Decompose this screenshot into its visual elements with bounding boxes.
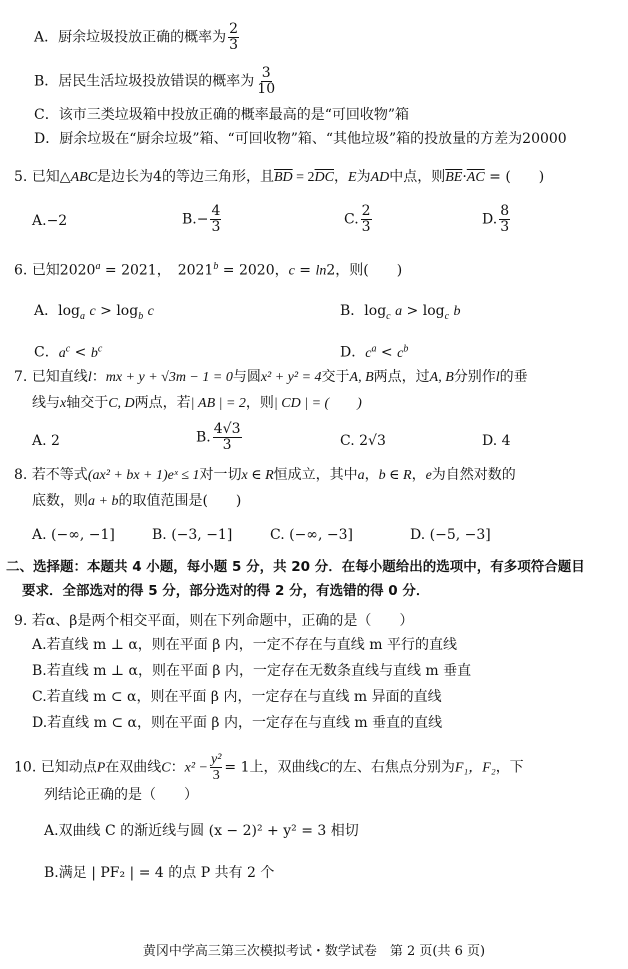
option-label: B. (182, 211, 197, 228)
q8-text: 对一切 (199, 467, 242, 483)
q5-vector: $\overline{AC}$ (466, 170, 485, 185)
frac-denominator: 3 (361, 219, 371, 235)
q7-option-b (196, 422, 244, 453)
q6-option-b: B．$\log_c a > \log_c b$ (340, 303, 461, 322)
q8-option-c: C. (−∞, −3] (270, 527, 353, 543)
q7-stem-line2 (32, 394, 362, 413)
option-label: B． (340, 303, 365, 319)
q4-option-b-text: B．居民生活垃圾投放错误的概率为 (34, 73, 255, 90)
q10-math: P (96, 760, 106, 776)
q10-math: C (319, 760, 329, 776)
q8-text: 恒成立，其中 (273, 467, 358, 483)
q6-text: = 2021， 2021 (100, 262, 214, 279)
q5-text: 中点，则 (389, 169, 446, 185)
q8-math: a (357, 468, 365, 483)
option-fraction (361, 204, 372, 235)
q5-option-b (182, 204, 223, 235)
q5-option-a (32, 212, 67, 230)
q7-equation: x² + y² = 4 (260, 370, 322, 385)
option-fraction (210, 204, 221, 235)
q4-option-c: C．该市三类垃圾箱中投放正确的概率最高的是“可回收物”箱 (34, 107, 410, 123)
q5-vector: $\overline{BE}$ (445, 170, 463, 185)
frac-numerator: 3 (261, 65, 271, 81)
q9-option-d: D.若直线 m ⊂ α，则在平面 β 内，一定存在与直线 m 垂直的直线 (32, 715, 443, 731)
q7-equation: mx + y + √3m − 1 = 0 (105, 370, 233, 385)
q7-math: l (495, 370, 500, 385)
q7-text: 两点，若 (134, 395, 191, 411)
q5-math: · (462, 169, 467, 185)
option-fraction (499, 204, 510, 235)
q8-stem-line1 (14, 466, 516, 485)
frac-numerator: 4 (211, 203, 221, 219)
q10-math: F₁，F₂ (454, 760, 496, 776)
q7-stem-line1 (14, 368, 528, 387)
frac-numerator: 2 (229, 21, 239, 37)
q10-stem-line1 (14, 752, 524, 783)
frac-denominator: 3 (229, 37, 239, 53)
q7-text: 已知直线 (31, 369, 88, 385)
option-label: A. (32, 213, 47, 229)
q9-option-b: B.若直线 m ⊥ α，则在平面 β 内，一定存在无数条直线与直线 m 垂直 (32, 663, 472, 679)
option-label: D． (340, 344, 366, 361)
q5-option-c (344, 204, 374, 235)
q5-text: ， (334, 169, 348, 185)
q8-option-d: D. (−5, −3] (410, 527, 491, 543)
q7-math: | CD | = ( ) (273, 396, 362, 411)
frac-denominator: 3 (212, 768, 220, 783)
q6-text: = 2020， (218, 262, 289, 279)
q5-text: 是边长为4的等边三角形，且 (97, 169, 274, 185)
q10-text: ，下 (495, 759, 524, 776)
q7-text: 两点，过 (373, 369, 430, 385)
q10-option-b: B.满足 | PF₂ | = 4 的点 P 共有 2 个 (44, 865, 275, 881)
q4-option-b (34, 66, 278, 97)
q5-number: 5. (14, 169, 28, 185)
q8-text: ， (411, 467, 426, 483)
q6-text: 2，则( ) (326, 262, 403, 279)
q6-stem (14, 258, 402, 281)
q10-stem-line2: 列结论正确的是（ ） (44, 787, 198, 803)
q7-text: 线与 (32, 395, 60, 411)
q8-text: 为自然对数的 (431, 467, 516, 483)
section2-heading-line1: 二、选择题：本题共 4 小题，每小题 5 分，共 20 分．在每小题给出的选项中，有多项符合题目 (6, 559, 585, 575)
q8-option-b: B. (−3, −1] (152, 527, 233, 543)
q8-text: 的取值范围是( ) (118, 493, 242, 509)
q8-stem-line2 (32, 492, 241, 511)
q7-text: 交于 (321, 369, 350, 385)
q6-text: 已知2020 (31, 262, 96, 279)
q7-text: 与圆 (232, 369, 261, 385)
frac-numerator: 2 (361, 203, 371, 219)
q5-math: ABC (70, 170, 98, 185)
q7-option-c: C. 2√3 (340, 433, 386, 449)
section2-heading-line2: 要求．全部选对的得 5 分，部分选对的得 2 分，有选错的得 0 分． (22, 583, 430, 599)
option-value: −2 (46, 213, 68, 229)
q7-text: 分别作 (453, 369, 496, 385)
q5-math: E (348, 170, 357, 185)
q5-vector: $\overline{DC}$ (314, 170, 334, 185)
option-log: log (364, 303, 387, 319)
q6-exponent: a (95, 261, 101, 272)
q6-exponent: b (213, 261, 219, 272)
q9-option-c: C.若直线 m ⊂ α，则在平面 β 内，一定存在与直线 m 异面的直线 (32, 689, 442, 705)
frac-numerator: 8 (500, 203, 510, 219)
frac-numerator: y² (210, 752, 222, 767)
q8-inequality: (ax² + bx + 1)eˣ ≤ 1 (87, 468, 200, 483)
q10-number: 10. (14, 759, 37, 776)
frac-denominator: 3 (500, 219, 510, 235)
q10-math: x² − (184, 760, 208, 776)
q8-math: e (425, 468, 432, 483)
q6-option-d: D．$c^a < c^b$ (340, 343, 409, 361)
q4-option-a (34, 22, 241, 53)
q5-text: = ( ) (484, 169, 545, 185)
q6-option-c: C．$a^c < b^c$ (34, 343, 103, 361)
q10-fraction (210, 752, 222, 783)
q5-vector: $\overline{BD}$ (273, 170, 293, 185)
q6-math: ln (315, 263, 327, 279)
q8-math: x ∈ R (241, 468, 274, 483)
q10-text: 在双曲线 (105, 759, 162, 776)
q7-option-a: A. 2 (32, 433, 60, 449)
q7-math: A, B (429, 370, 454, 385)
q7-text: 轴交于 (66, 395, 109, 411)
q4-option-a-fraction (228, 22, 239, 53)
q10-text: 的左、右焦点分别为 (328, 759, 455, 776)
q6-math: c (288, 263, 295, 279)
q5-text: 已知△ (31, 169, 71, 185)
q4-option-d: D．厨余垃圾在“厨余垃圾”箱、“可回收物”箱、“其他垃圾”箱的投放量的方差为20000 (34, 131, 567, 147)
q9-stem: 9. 若α、β是两个相交平面，则在下列命题中，正确的是（ ） (14, 613, 414, 629)
q8-math: b ∈ R (378, 468, 412, 483)
q6-number: 6. (14, 262, 28, 279)
q8-number: 8. (14, 467, 28, 483)
option-label: C. (344, 211, 359, 228)
q4-option-a-text: A．厨余垃圾投放正确的概率为 (34, 29, 227, 46)
q5-option-d (482, 204, 512, 235)
option-label: C． (34, 344, 59, 361)
q10-text: ： (170, 759, 185, 776)
option-label: A． (34, 303, 59, 319)
q10-text: = 1上，双曲线 (224, 759, 320, 776)
frac-denominator: 3 (222, 437, 232, 453)
q7-text: ，则 (245, 395, 274, 411)
q6-option-a: A．$\log_a c > \log_b c$ (34, 303, 154, 322)
q8-math: a + b (88, 494, 119, 509)
q7-text: 的垂 (499, 369, 528, 385)
q5-text: 为 (356, 169, 371, 185)
q8-text: ， (364, 467, 379, 483)
q8-option-a: A. (−∞, −1] (32, 527, 115, 543)
q4-option-b-fraction (256, 66, 276, 97)
q5-stem (14, 168, 544, 187)
q5-math: = 2 (292, 170, 315, 185)
frac-denominator: 10 (257, 81, 276, 97)
q5-math: AD (370, 170, 390, 185)
frac-denominator: 3 (211, 219, 221, 235)
frac-numerator: 4√3 (213, 421, 241, 437)
option-log: log (58, 303, 80, 319)
q10-math: C (161, 760, 171, 776)
q7-option-d: D. 4 (482, 433, 511, 449)
q7-text: ： (91, 369, 106, 385)
q7-math: | AB | = 2 (190, 396, 246, 411)
option-sign: − (196, 211, 209, 228)
option-label: B. (196, 429, 211, 446)
q7-math: C, D (108, 396, 135, 411)
q7-number: 7. (14, 369, 28, 385)
page-footer: 黄冈中学高三第三次模拟考试・数学试卷 第 2 页(共 6 页) (142, 944, 486, 959)
q7-math: x (60, 396, 67, 411)
q6-text: = (294, 262, 316, 279)
q7-math: A, B (349, 370, 374, 385)
q7-math: l (87, 370, 92, 385)
q8-text: 若不等式 (31, 467, 88, 483)
option-label: D. (482, 211, 498, 228)
q10-option-a: A.双曲线 C 的渐近线与圆 (x − 2)² + y² = 3 相切 (44, 823, 359, 839)
q8-text: 底数，则 (32, 493, 88, 509)
q9-option-a: A.若直线 m ⊥ α，则在平面 β 内，一定不存在与直线 m 平行的直线 (32, 637, 457, 653)
q10-text: 已知动点 (40, 759, 97, 776)
option-fraction (213, 422, 242, 453)
